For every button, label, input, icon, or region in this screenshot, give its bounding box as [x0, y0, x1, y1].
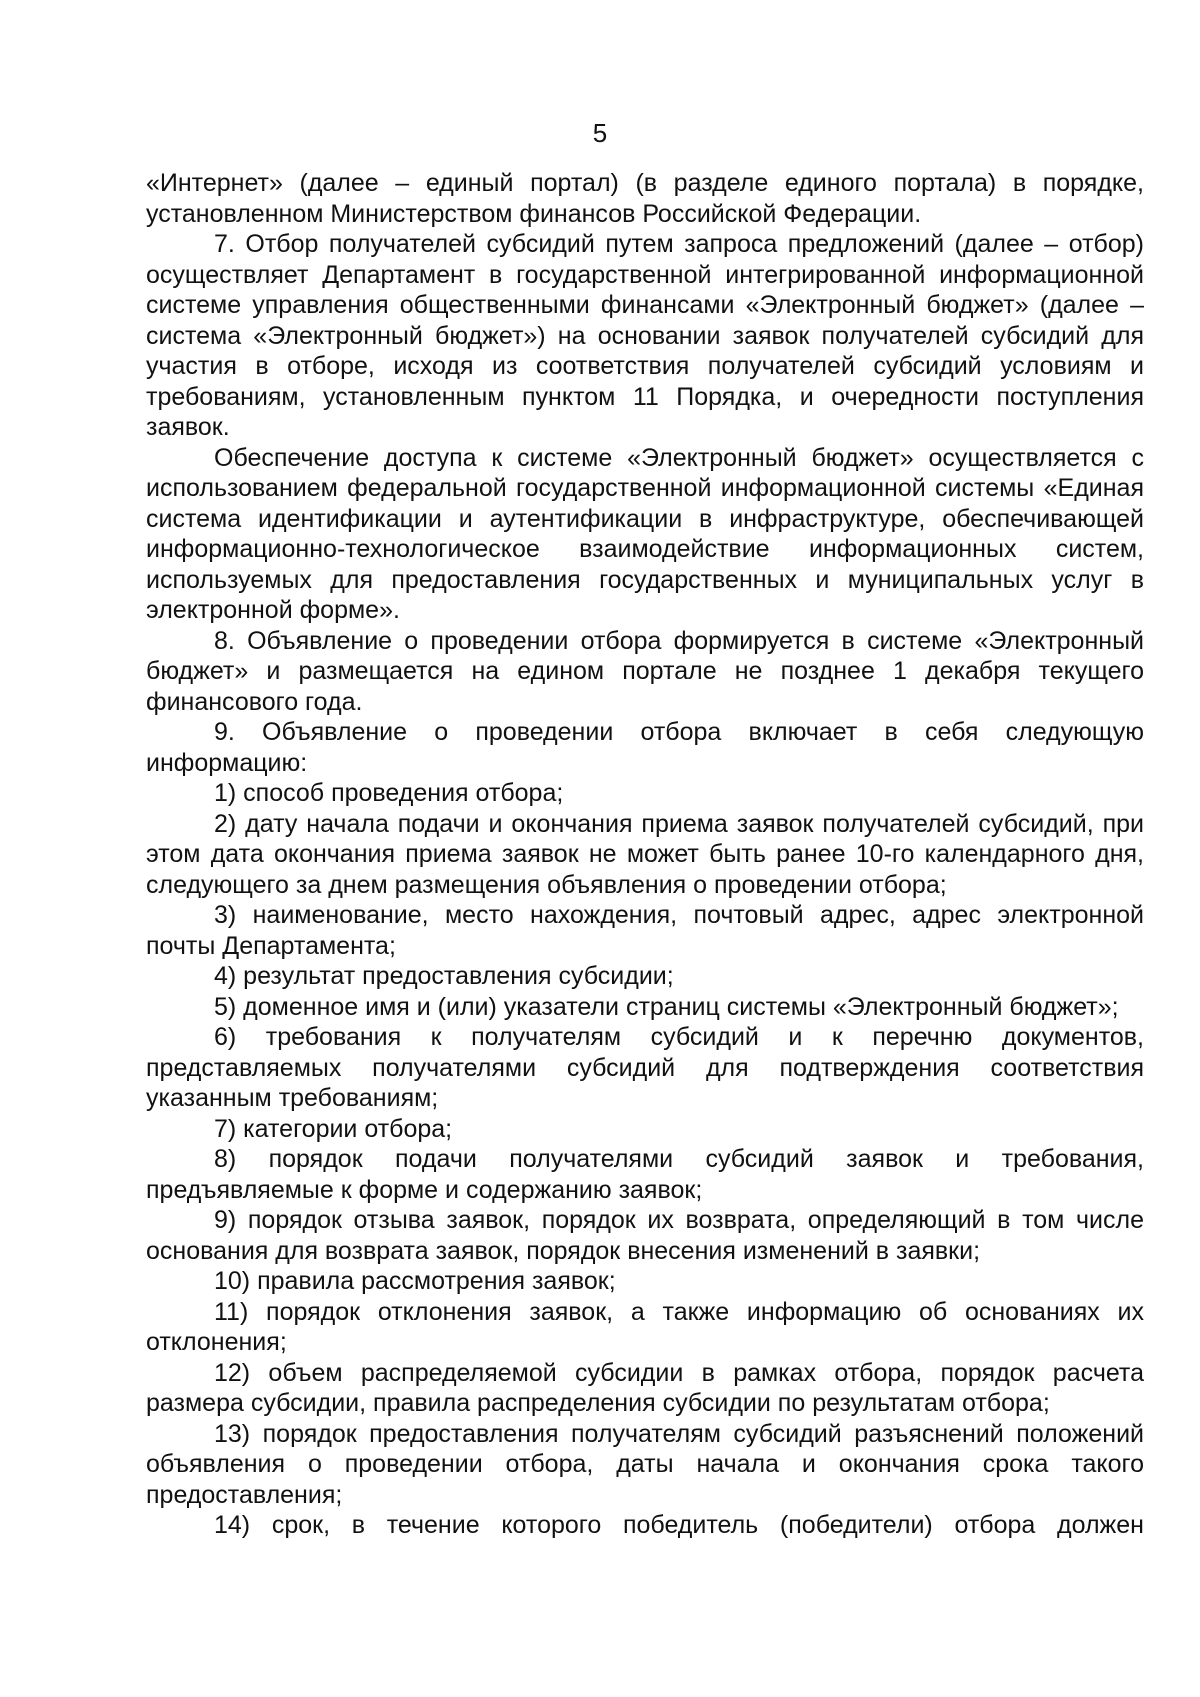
paragraph-item-7: 7. Отбор получателей субсидий путем запроса предложений (далее – отбор) осуществляет Департамент в государственной интегрированной информационной системе управления общественными финансами «Электронный бюджет» (далее – система «Электронный бюджет») на основании заявок получателей субсидий для участия в отборе, исходя из соответствия получателей субсидий условиям и требованиям, установленным пунктом 11 Порядка, и очередности поступления заявок. [146, 230, 1144, 441]
paragraph-item-8: 8. Объявление о проведении отбора формируется в системе «Электронный бюджет» и размещается на едином портале не позднее 1 декабря текущего финансового года. [146, 626, 1144, 716]
list-item-6: 6) требования к получателям субсидий и к перечню документов, представляемых получателями субсидий для подтверждения соответствия указанным требованиям; [146, 1023, 1144, 1112]
list-item-8: 8) порядок подачи получателями субсидий заявок и требования, предъявляемые к форме и содержанию заявок; [146, 1145, 1144, 1204]
paragraph-continuation: «Интернет» (далее – единый портал) (в разделе единого портала) в порядке, установленном Министерством финансов Российской Федерации. [146, 169, 1144, 228]
list-item-1: 1) способ проведения отбора; [214, 779, 564, 807]
list-item-9: 9) порядок отзыва заявок, порядок их возврата, определяющий в том числе основания для возврата заявок, порядок внесения изменений в заявки; [146, 1206, 1144, 1265]
list-item-2: 2) дату начала подачи и окончания приема заявок получателей субсидий, при этом дата окончания приема заявок не может быть ранее 10-го календарного дня, следующего за днем размещения объявления о проведении отбора; [146, 809, 1144, 899]
list-item-14: 14) срок, в течение которого победитель (победители) отбора должен [214, 1511, 1144, 1539]
list-item-7: 7) категории отбора; [214, 1114, 453, 1143]
list-item-10: 10) правила рассмотрения заявок; [214, 1267, 616, 1295]
list-item-13: 13) порядок предоставления получателям субсидий разъяснений положений объявления о проведении отбора, даты начала и окончания срока такого предоставления; [146, 1419, 1144, 1509]
list-item-11: 11) порядок отклонения заявок, а также информацию об основаниях их отклонения; [146, 1297, 1144, 1356]
list-item-4: 4) результат предоставления субсидии; [214, 962, 674, 990]
document-body [146, 168, 1144, 1541]
paragraph-item-9: 9. Объявление о проведении отбора включает в себя следующую информацию: [146, 718, 1144, 777]
paragraph-access: Обеспечение доступа к системе «Электронный бюджет» осуществляется с использованием федеральной государственной информационной системы «Единая система идентификации и аутентификации в инфраструктуре, обеспечивающей информационно-технологическое взаимодействие информационных систем, используемых для предоставления государственных и муниципальных услуг в электронной форме». [146, 443, 1144, 624]
list-item-3: 3) наименование, место нахождения, почтовый адрес, адрес электронной почты Департамента; [146, 901, 1144, 960]
page-number: 5 [592, 118, 608, 148]
list-item-12: 12) объем распределяемой субсидии в рамках отбора, порядок расчета размера субсидии, правила распределения субсидии по результатам отбора; [146, 1358, 1144, 1417]
list-item-5: 5) доменное имя и (или) указатели страниц системы «Электронный бюджет»; [214, 992, 1119, 1021]
